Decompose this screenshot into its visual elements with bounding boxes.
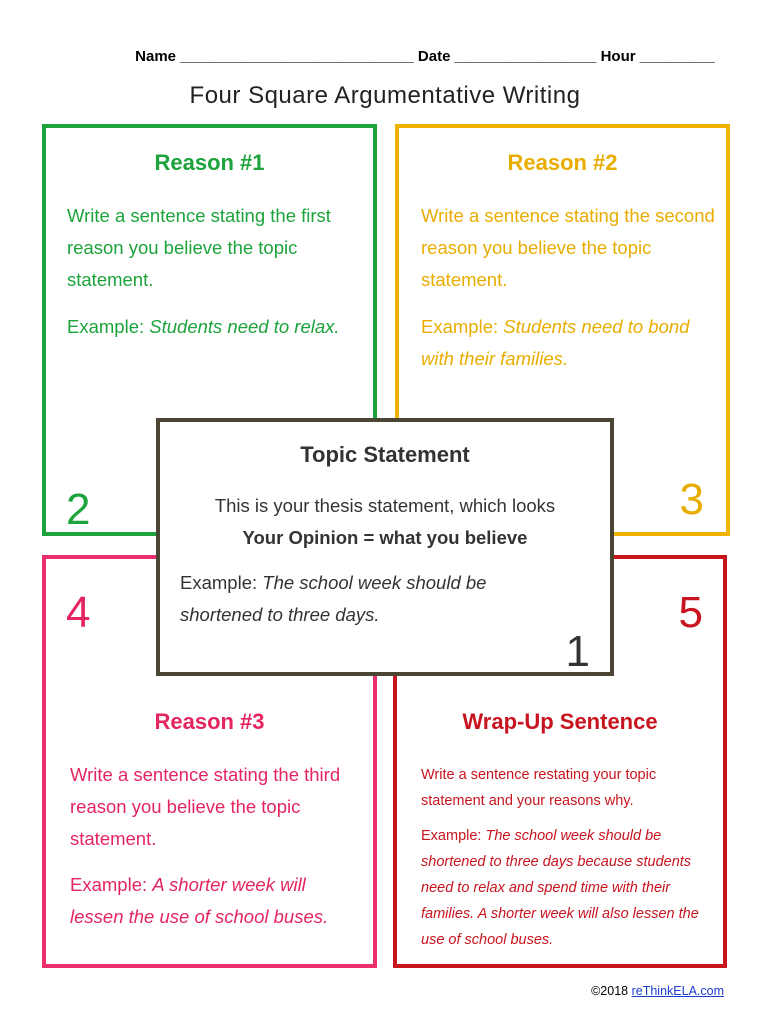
topic-statement-example bbox=[180, 567, 530, 631]
reason-2-example-text: Students need to bond with their families. bbox=[421, 316, 690, 369]
reason-1-example bbox=[67, 311, 342, 343]
wrap-up-number: 5 bbox=[678, 588, 703, 637]
reason-1-number: 2 bbox=[66, 485, 91, 534]
topic-statement-title: Topic Statement bbox=[300, 442, 470, 467]
reason-3-number: 4 bbox=[66, 588, 91, 637]
reason-2-title: Reason #2 bbox=[507, 150, 618, 175]
topic-statement-line-2: Your Opinion = what you believe bbox=[242, 527, 528, 548]
page-title: Four Square Argumentative Writing bbox=[189, 82, 581, 109]
topic-statement-box bbox=[156, 418, 614, 676]
reason-3-example-label: Example: bbox=[70, 874, 148, 895]
reason-1-example-text: Students need to relax. bbox=[149, 316, 340, 337]
topic-statement-example-label: Example: bbox=[180, 572, 258, 593]
topic-statement-number: 1 bbox=[565, 627, 590, 676]
reason-3-title: Reason #3 bbox=[154, 709, 265, 734]
reason-3-instructions: Write a sentence stating the third reason you believe the topic statement. bbox=[70, 764, 341, 849]
reason-3-example bbox=[70, 869, 360, 933]
wrap-up-example-label: Example: bbox=[421, 828, 482, 844]
reason-2-instructions: Write a sentence stating the second reason you believe the topic statement. bbox=[421, 205, 715, 290]
reason-2-number: 3 bbox=[679, 475, 704, 524]
reason-2-example-label: Example: bbox=[421, 316, 499, 337]
topic-statement-example-text: The school week should be shortened to three days. bbox=[180, 572, 487, 625]
reason-2-example bbox=[421, 311, 701, 375]
topic-statement-line-1: This is your thesis statement, which looks bbox=[214, 495, 556, 516]
copyright-text: ©2018 bbox=[591, 984, 629, 998]
reason-1-instructions: Write a sentence stating the first reason you believe the topic statement. bbox=[67, 205, 331, 290]
wrap-up-title: Wrap-Up Sentence bbox=[462, 709, 658, 734]
reason-1-title: Reason #1 bbox=[154, 150, 265, 175]
reason-1-example-label: Example: bbox=[67, 316, 145, 337]
wrap-up-instructions: Write a sentence restating your topic statement and your reasons why. bbox=[421, 767, 657, 809]
footer-copyright bbox=[591, 984, 724, 998]
wrap-up-example bbox=[421, 823, 706, 953]
wrap-up-example-text: The school week should be shortened to three days because students need to relax and spend time with their families. A shorter week will also lessen the use of school buses. bbox=[421, 828, 699, 948]
reason-3-example-text: A shorter week will lessen the use of school buses. bbox=[70, 874, 329, 927]
rethinkela-link[interactable]: reThinkELA.com bbox=[631, 984, 724, 998]
student-info-line: Name ____________________________ Date _________________ Hour _________ bbox=[135, 48, 715, 65]
